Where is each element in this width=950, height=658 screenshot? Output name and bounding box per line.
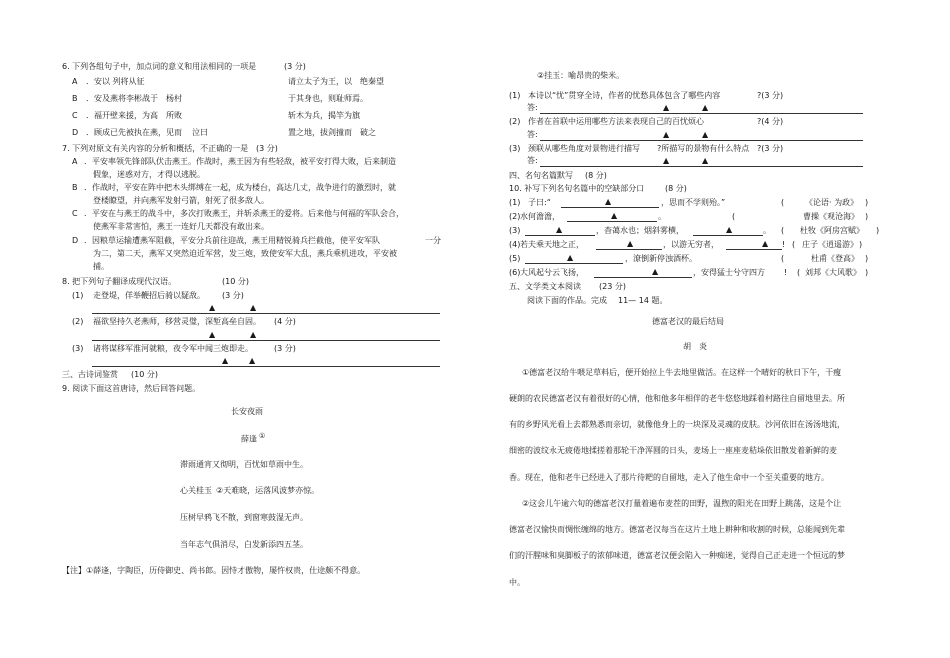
fill-paren: ( xyxy=(732,212,736,221)
answer-label: 答: xyxy=(527,130,538,139)
answer-mark: ▲ xyxy=(702,156,709,165)
answer-line[interactable] xyxy=(92,340,440,341)
essay-author: 胡 炎 xyxy=(683,342,707,351)
q9-item-score: ?(4 分) xyxy=(757,117,784,126)
fill-number: (6) xyxy=(509,268,521,277)
answer-line[interactable] xyxy=(92,313,440,314)
fill-suffix: ，潦倒新停浊酒杯。 xyxy=(625,254,697,263)
poem-title: 长安夜雨 xyxy=(231,407,263,416)
q9-item-text: 颈联从哪些角度对景物进行描写 xyxy=(528,144,640,153)
fill-paren: ) xyxy=(865,198,869,207)
q7-option-letter: B xyxy=(72,183,78,192)
essay-line: 硬朗的农民德富老汉有着很好的心情，他和他多年相伴的老牛悠悠地踩着村路往自留地里去。所 xyxy=(509,394,845,403)
q7-option-line: ．平安率领先锋部队伏击燕王。作战时，燕王因为有些轻敌，被平安打得大败，后来制造 xyxy=(84,157,396,166)
q6-option-letter: B xyxy=(72,94,78,103)
answer-mark: ▲ xyxy=(605,197,612,206)
poem-line: 心关桂玉 ②天难晓，运落风波梦亦惊。 xyxy=(180,486,320,495)
q7-option-letter: C xyxy=(72,209,78,218)
section-4-heading: 四、名句名篇默写 xyxy=(509,171,573,180)
fill-blank[interactable] xyxy=(525,263,623,264)
section-3-heading: 三、古诗词鉴赏 xyxy=(62,370,118,379)
answer-mark: ▲ xyxy=(250,330,257,339)
q6-option-text-tail: 杨村 xyxy=(166,94,182,103)
q9-item-number: (2) xyxy=(509,117,521,126)
answer-mark: ▲ xyxy=(209,330,216,339)
fill-blank[interactable] xyxy=(561,207,659,208)
q9-stem: 9. 阅读下面这首唐诗，然后回答问题。 xyxy=(62,384,201,393)
fill-number: (5) xyxy=(509,254,521,263)
fill-paren: ( xyxy=(781,254,785,263)
q7-option-line: ．因粮草运输遭燕军阻截，平安分兵前往迎战，燕王用精锐骑兵拦截他，使平安军队 xyxy=(84,236,380,245)
fill-source: 刘邦《大风歌》 xyxy=(805,268,861,277)
q9-item-number: (1) xyxy=(509,91,521,100)
answer-mark: ▲ xyxy=(627,239,634,248)
answer-line[interactable] xyxy=(540,166,863,167)
essay-line: 香。现在，他和老牛已经进入了那片待耙的自留地，走入了他生命中一个至关重要的地方。 xyxy=(509,473,829,482)
q7-option-line: 使燕军非常害怕，燕王一连好几天都没有敢出来。 xyxy=(93,222,269,231)
fill-paren: ) xyxy=(865,212,869,221)
q6-score: (3 分) xyxy=(284,62,306,71)
fill-paren: ( xyxy=(781,226,785,235)
q10-stem: 10. 补写下列名句名篇中的空缺部分口 xyxy=(509,184,645,193)
fill-source: 庄子《逍遥游》 xyxy=(802,240,858,249)
essay-line: 细密的波纹永无疲倦地揉搓着那轮干净浑圆的日头，麦场上一座座麦秸垛依旧散发着新鲜的麦 xyxy=(509,446,837,455)
fill-prefix: 子曰:“ xyxy=(528,198,551,207)
answer-mark: ▲ xyxy=(663,130,670,139)
q9-item-text-tail: ?所描写的景物有什么特点 xyxy=(657,144,750,153)
q8-item-text: 福欲坚持久老燕师，移营灵璧，深堑高垒自固。 xyxy=(93,317,261,326)
fill-number: (4) xyxy=(509,240,521,249)
fill-paren: ) xyxy=(859,240,863,249)
answer-mark: ▲ xyxy=(250,303,257,312)
answer-label: 答: xyxy=(527,156,538,165)
q6-option-compare: 请立太子为王，以 xyxy=(288,77,352,86)
answer-mark: ▲ xyxy=(567,253,574,262)
fill-prefix: 若夫乘天地之正， xyxy=(520,240,584,249)
poem-line: 压树早鸦飞不散，到窗寒鼓湿无声。 xyxy=(180,513,308,522)
answer-mark: ▲ xyxy=(556,225,563,234)
q8-item-number: (2) xyxy=(72,317,84,326)
q8-score: (10 分) xyxy=(222,277,249,286)
q7-score: (3 分) xyxy=(256,144,278,153)
reading-instruction-range: 11— 14 题。 xyxy=(618,296,668,305)
q8-item-text: 诸将谋移军淮河就粮，夜令军中闻三炮即走。 xyxy=(93,344,253,353)
essay-line: ②这会儿午逾六旬的德富老汉打量着遍布麦茬的田野，温煦的阳光在田野上跳荡，这是个让 xyxy=(522,499,842,508)
q9-item-text: 作者在首联中运用哪些方法来表现自己的百忧烦心 xyxy=(528,117,704,126)
fill-paren: ) xyxy=(876,226,880,235)
answer-mark: ▲ xyxy=(702,130,709,139)
q6-option-text: ．顾成已先被执在燕，见而 xyxy=(86,128,182,137)
fill-number: (2) xyxy=(509,212,521,221)
essay-line: 们的汗腥味和臭脚板子的浓郁味道，德富老汉便会陷入一种痴迷，觉得自己正走进一个恒远的梦 xyxy=(509,551,845,560)
q8-item-text: 走登堤，佯举鞭招后骑以疑敌。 xyxy=(93,291,205,300)
q8-item-number: (1) xyxy=(72,291,84,300)
footnote-mark: ① xyxy=(259,432,266,440)
q9-item-text: 本诗以“忧”贯穿全诗，作者的忧愁具体包含了哪些内容 xyxy=(528,91,721,100)
q7-option-line: 捕。 xyxy=(93,262,109,271)
q8-item-score: (4 分) xyxy=(274,317,296,326)
q7-option-letter: D xyxy=(72,236,79,245)
fill-paren: ( xyxy=(781,198,785,207)
q7-option-line: ．作战时，平安在阵中把木头绑缚在一起，成为楼台，高达几丈，战争进行的激烈时，就 xyxy=(84,183,396,192)
q10-score: (8 分) xyxy=(665,184,687,193)
answer-mark: ▲ xyxy=(209,303,216,312)
answer-line[interactable] xyxy=(540,113,863,114)
answer-mark: ▲ xyxy=(762,239,769,248)
fill-prefix: 水何澹澹， xyxy=(520,212,560,221)
fill-blank[interactable] xyxy=(693,235,763,236)
q9-item-score: ?(3 分) xyxy=(757,144,784,153)
q6-option-text-tail: 泣曰 xyxy=(192,128,208,137)
q7-option-line: 为二，第二天，燕军又突然迫近军营，发三炮，致使安军大乱，燕兵乘机进攻，平安被 xyxy=(93,249,397,258)
essay-line: ①德富老汉给牛喂足草料后，便开始拉上牛去地里做活。在这样一个晴好的秋日下午，干瘦 xyxy=(522,368,842,377)
q8-stem: 8. 把下列句子翻译成现代汉语。 xyxy=(62,277,177,286)
q6-option-compare: 置之地，拔剑撞而 xyxy=(288,128,352,137)
footnote-2: ②挂玉：喻昂贵的柴米。 xyxy=(537,71,625,80)
q7-option-line-tail: 一分 xyxy=(425,236,441,245)
fill-paren: ) xyxy=(865,254,869,263)
fill-suffix: 。 xyxy=(658,212,666,221)
poem-line: 滞雨通宵又彻明，百忧如草雨中生。 xyxy=(180,460,308,469)
answer-line[interactable] xyxy=(540,140,863,141)
q6-option-letter: D xyxy=(72,128,79,137)
essay-line: 德富老汉愉快而惆怅缠绵的地方。德富老汉每当在这片土地上耕种和收割的时候，总能闻到先辈 xyxy=(509,525,845,534)
answer-mark: ▲ xyxy=(702,103,709,112)
q6-option-compare: 于其身也，则耻师焉。 xyxy=(288,94,368,103)
answer-mark: ▲ xyxy=(663,103,670,112)
fill-paren: ) xyxy=(865,268,869,277)
fill-number: (1) xyxy=(509,198,521,207)
q6-option-compare-tail: 绝秦望 xyxy=(360,77,384,86)
answer-mark: ▲ xyxy=(611,211,618,220)
answer-mark: ▲ xyxy=(726,225,733,234)
fill-source: 曹操《观沧海》 xyxy=(803,212,859,221)
q8-item-score: (3 分) xyxy=(274,344,296,353)
section-5-score: (23 分) xyxy=(599,282,626,291)
poem-author: 薛逢 ① xyxy=(241,432,266,444)
q6-stem: 6. 下列各组句子中，加点词的意义和用法相同的一项是 xyxy=(62,62,257,71)
poem-line: 当年志气俱消尽，白发新添四五茎。 xyxy=(180,540,308,549)
q6-option-letter: A xyxy=(72,77,78,86)
q6-option-text: ．福开壁来援，为高 xyxy=(86,111,158,120)
fill-suffix-end: ! xyxy=(782,240,786,249)
reading-instruction: 阅读下面的作品。完成 xyxy=(527,296,607,305)
answer-line[interactable] xyxy=(92,366,440,367)
q8-item-number: (3) xyxy=(72,344,84,353)
answer-mark: ▲ xyxy=(249,356,256,365)
fill-source: 杜甫《登高》 xyxy=(811,254,859,263)
fill-blank[interactable] xyxy=(525,235,595,236)
q9-item-score: ?(3 分) xyxy=(757,91,784,100)
q7-option-letter: A xyxy=(72,157,78,166)
poem-footnote: 【注】①薛逢，字陶臣，历侍御史、尚书郎。因恃才傲物，屡忤权贵，仕途颇不得意。 xyxy=(62,566,366,575)
answer-label: 答: xyxy=(527,103,538,112)
fill-blank[interactable] xyxy=(567,221,657,222)
fill-blank[interactable] xyxy=(596,249,662,250)
q6-option-text-tail: 所败 xyxy=(166,111,182,120)
fill-source: 《论语· 为政》 xyxy=(805,198,859,207)
fill-suffix: ，杳蔼水也；烟斜雾横， xyxy=(596,226,684,235)
q7-option-line: 登楼瞭望，并向燕军发射弓箭，射死了很多敌人。 xyxy=(93,196,269,205)
q6-option-letter: C xyxy=(72,111,78,120)
fill-suffix-end: ! xyxy=(784,268,788,277)
essay-line: 中。 xyxy=(509,578,525,587)
q9-item-number: (3) xyxy=(509,144,521,153)
answer-mark: ▲ xyxy=(663,156,670,165)
answer-mark: ▲ xyxy=(222,356,229,365)
fill-source: 杜牧《阿房宫赋》 xyxy=(800,226,864,235)
fill-suffix-end: 。 xyxy=(763,226,771,235)
q7-option-line: ．平安在与燕王的战斗中，多次打败燕王，并斩杀燕王的爱将。后来他与何福的军队会合， xyxy=(84,209,404,218)
fill-paren: ( xyxy=(797,268,801,277)
fill-blank[interactable] xyxy=(726,249,782,250)
fill-number: (3) xyxy=(509,226,521,235)
fill-prefix: 大风起兮云飞扬， xyxy=(520,268,584,277)
q6-option-compare-tail: 破之 xyxy=(360,128,376,137)
q6-option-text: ．安及燕将李彬战于 xyxy=(86,94,158,103)
fill-paren: ( xyxy=(792,240,796,249)
essay-title: 德富老汉的最后结局 xyxy=(652,317,724,326)
fill-suffix: ，思而不学则殆。” xyxy=(661,198,726,207)
essay-line: 有的乡野风光看上去都熟悉而亲切，就像他身上的一块深及灵魂的皮肤。沙河依旧在汤汤地流， xyxy=(509,420,845,429)
q7-option-line: 假象，迷惑对方，才得以逃脱。 xyxy=(93,170,205,179)
q6-option-compare: 斩木为兵，揭竿为旗 xyxy=(288,111,360,120)
q8-item-score: (3 分) xyxy=(222,291,244,300)
section-3-score: (10 分) xyxy=(131,370,158,379)
fill-suffix: ，安得猛士兮守四方 xyxy=(693,268,765,277)
section-4-score: (8 分) xyxy=(585,171,607,180)
q7-stem: 7. 下列对原文有关内容的分析和概括，不正确的一是 xyxy=(62,144,249,153)
fill-suffix: ，以游无穷者， xyxy=(663,240,719,249)
section-5-heading: 五、文学类文本阅读 xyxy=(509,282,581,291)
q6-option-text: ．安以 列将从征 xyxy=(86,77,145,86)
answer-mark: ▲ xyxy=(652,267,659,276)
fill-blank[interactable] xyxy=(594,277,692,278)
